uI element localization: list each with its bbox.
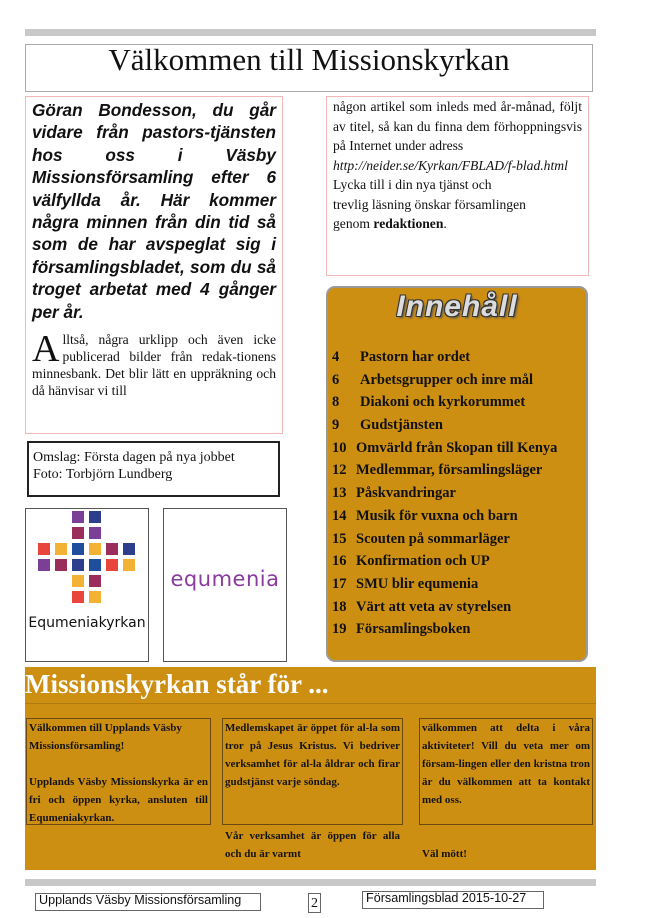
contents-panel [326, 286, 588, 662]
cross-tile [72, 559, 84, 571]
cross-tile [55, 543, 67, 555]
cross-tile [89, 543, 101, 555]
contents-item-label: Arbetsgrupper och inre mål [360, 371, 534, 388]
cross-tile [89, 527, 101, 539]
cross-tile [55, 559, 67, 571]
cross-tile [106, 543, 118, 555]
contents-item-page: 15 [332, 530, 347, 547]
stands-column-2 [222, 718, 403, 860]
cross-mosaic-icon [26, 509, 150, 629]
farewell-line-2: trevlig läsning önskar församlingen [333, 196, 526, 212]
contents-item-page: 14 [332, 507, 347, 524]
contents-title: Innehåll [396, 290, 518, 323]
contents-item-page: 17 [332, 575, 347, 592]
cross-tile [72, 591, 84, 603]
continuation-text: någon artikel som inleds med år-månad, följt av titel, så kan du finna dem förhoppningsvis på Internet under adress [333, 99, 582, 153]
contents-item-page: 8 [332, 394, 340, 411]
equmeniakyrkan-logo [25, 508, 149, 662]
stands-divider [25, 703, 596, 704]
contents-item-label: SMU blir equmenia [356, 575, 479, 592]
equmeniakyrkan-logo-text: Equmeniakyrkan [28, 615, 146, 631]
cross-tile [123, 543, 135, 555]
cover-caption [27, 441, 280, 497]
article-url[interactable]: http://neider.se/Kyrkan/FBLAD/f-blad.html [333, 157, 568, 173]
contents-item-label: Medlemmar, församlingsläger [356, 462, 543, 479]
cross-tile [72, 511, 84, 523]
contents-item-label: Påskvandringar [356, 485, 456, 502]
contents-item [332, 369, 557, 392]
contents-item [332, 346, 557, 369]
contents-item-label: Pastorn har ordet [360, 349, 471, 365]
cross-tile [38, 543, 50, 555]
contents-item-page: 6 [332, 371, 340, 388]
stands-col1-p1: Välkommen till Upplands Väsby Missionsförsamling! [29, 722, 182, 752]
contents-item-label: Församlingsboken [356, 621, 471, 638]
caption-line-cover: Omslag: Första dagen på nya jobbet [33, 450, 235, 465]
contents-item [332, 528, 557, 551]
contents-item [332, 459, 557, 482]
contents-item [332, 437, 557, 460]
stands-col3-p1: välkommen att delta i våra aktiviteter! Vill du veta mer om försam-lingen eller den kristna tron är du välkommen att ta kontakt med oss. [422, 722, 590, 806]
contents-item-label: Musik för vuxna och barn [356, 507, 518, 524]
contents-item-label: Gudstjänsten [360, 417, 443, 434]
stands-for-section [25, 667, 596, 870]
article-continuation [326, 96, 589, 276]
contents-item-page: 18 [332, 598, 347, 615]
editorial-signature: redaktionen [373, 216, 444, 231]
intro-article [25, 96, 283, 434]
drop-cap: A [32, 328, 60, 371]
contents-item-page: 4 [332, 349, 340, 365]
equmenia-logo-text: equmenia [170, 567, 280, 591]
contents-item-page: 19 [332, 621, 347, 638]
stands-col3-p2: Väl mött! [422, 848, 467, 860]
contents-item [332, 618, 557, 641]
cross-tile [89, 575, 101, 587]
contents-item-label: Scouten på sommarläger [356, 530, 510, 547]
contents-item-label: Värt att veta av styrelsen [356, 598, 512, 615]
footer-parish-name: Upplands Väsby Missionsförsamling [35, 893, 261, 911]
contents-item-label: Diakoni och kyrkorummet [360, 394, 526, 411]
cross-tile [89, 559, 101, 571]
contents-item-label: Konfirmation och UP [356, 553, 490, 570]
cross-tile [72, 575, 84, 587]
cross-tile [89, 511, 101, 523]
contents-item [332, 391, 557, 414]
stands-col1-p2: Upplands Väsby Missionskyrka är en fri och öppen kyrka, ansluten till Equmeniakyrkan. [29, 776, 208, 824]
stands-column-3 [419, 718, 593, 860]
contents-item-label: Omvärld från Skopan till Kenya [356, 439, 558, 456]
contents-item [332, 505, 557, 528]
contents-item [332, 550, 557, 573]
cross-tile [89, 591, 101, 603]
contents-list [332, 346, 557, 641]
intro-body-paragraph [32, 328, 276, 399]
stands-col2-p2: Vår verksamhet är öppen för alla och du är varmt [225, 830, 400, 860]
intro-body-text: lltså, några urklipp och även icke publicerad bilder från redak-tionens minnesbank. Det blir lätt en uppräkning och då hänvisar vi till [32, 332, 276, 399]
stands-col2-p1: Medlemskapet är öppet för al-la som tror på Jesus Kristus. Vi bedriver verksamhet för al-la åldrar och firar gudstjänst varje söndag. [225, 722, 400, 788]
cross-tile [38, 559, 50, 571]
contents-item-page: 13 [332, 485, 347, 502]
contents-item [332, 573, 557, 596]
contents-item [332, 414, 557, 437]
top-rule [25, 29, 596, 36]
cross-tile [106, 559, 118, 571]
stands-column-1 [26, 718, 211, 825]
contents-item-page: 10 [332, 439, 347, 456]
page-title: Välkommen till Missionskyrkan [25, 44, 593, 92]
contents-item [332, 596, 557, 619]
farewell-line-1: Lycka till i din nya tjänst och [333, 177, 492, 192]
farewell-line-3: genom redaktionen. [333, 216, 447, 231]
equmenia-logo [163, 508, 287, 662]
contents-item-page: 12 [332, 462, 347, 479]
page-number: 2 [308, 893, 321, 913]
caption-line-photo: Foto: Torbjörn Lundberg [33, 467, 173, 482]
contents-item-page: 16 [332, 553, 347, 570]
cross-tile [123, 559, 135, 571]
contents-item [332, 482, 557, 505]
cross-tile [72, 543, 84, 555]
stands-title: Missionskyrkan står för ... [25, 669, 329, 699]
cross-tile [72, 527, 84, 539]
intro-lead: Göran Bondesson, du går vidare från pastors-tjänsten hos oss i Väsby Missionsförsamling efter 6 välfyllda år. Här kommer några minnen från din tid så som de har avspeglat sig i församlingsbladet, som du så troget arbetat med 4 gånger per år. [32, 100, 276, 322]
bottom-rule [25, 879, 596, 886]
footer-issue-date: Församlingsblad 2015-10-27 [362, 891, 544, 909]
contents-item-page: 9 [332, 417, 340, 434]
